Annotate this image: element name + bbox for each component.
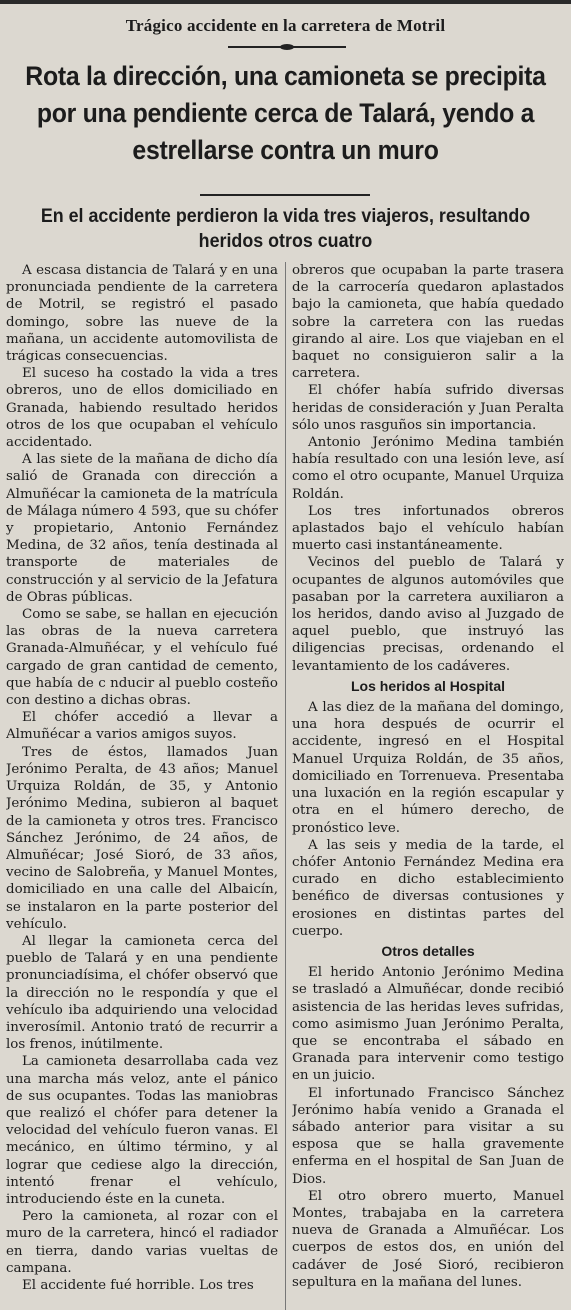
paragraph: El herido Antonio Jerónimo Medina se trasladó a Almuñécar, donde recibió asistencia de las heridas leves sufridas, como asimismo Juan Jerónimo Peralta, que se encontraba el sábado en Granada para intervenir como testigo en un juicio. — [292, 965, 564, 1084]
paragraph: Los tres infortunados obreros aplastados bajo el vehículo habían muerto casi instantáneamente. — [292, 503, 564, 554]
column-divider — [285, 262, 286, 1310]
section-heading: Otros detalles — [381, 942, 475, 959]
ornament-divider — [228, 44, 346, 50]
paragraph: Al llegar la camioneta cerca del pueblo de Talará y en una pendiente pronunciadísima, el chófer observó que la dirección no le respondía y que el vehículo iba adquiriendo una velocidad inverosímil. Antonio trató de recurrir a los frenos, inútilmente. — [6, 933, 278, 1053]
paragraph: Vecinos del pueblo de Talará y ocupantes de algunos automóviles que pasaban por la carretera auxiliaron a los heridos, dando aviso al Juzgado de aquel pueblo, que instruyó las diligencias precisas, ordenando el levantamiento de los cadáveres. — [292, 555, 564, 674]
section-heading: Los heridos al Hospital — [350, 677, 506, 694]
paragraph: El chófer accedió a llevar a Almuñécar a varios amigos suyos. — [6, 710, 278, 743]
paragraph: La camioneta desarrollaba cada vez una marcha más veloz, ante el pánico de sus ocupantes. Todas las maniobras que realizó el chófer para detener la velocidad del vehículo fueron vanas. El mecánico, en último término, y al lograr que cediese algo la dirección, intentó frenar el vehículo, introduciendo éste en la cuneta. — [6, 1054, 278, 1207]
paragraph: El otro obrero muerto, Manuel Montes, trabajaba en la carretera nueva de Granada a Almuñécar. Los cuerpos de estos dos, en unión del cadáver de José Sioró, recibieron sepultura en la mañana del lunes. — [292, 1188, 564, 1290]
subheadline: En el accidente perdieron la vida tres viajeros, resultando heridos otros cuatro — [40, 206, 531, 252]
paragraph: A las diez de la mañana del domingo, una hora después de ocurrir el accidente, ingresó en el Hospital Manuel Urquiza Roldán, de 35 años, domiciliado en Torrenueva. Presentaba una luxación en la región escapular y otra en el húmero derecho, de pronóstico leve. — [292, 700, 564, 836]
paragraph: El suceso ha costado la vida a tres obreros, uno de ellos domiciliado en Granada, habiendo resultado heridos otros de los que ocupaban el vehículo accidentado. — [6, 366, 278, 451]
kicker: Trágico accidente en la carretera de Motril — [125, 16, 446, 35]
paragraph: Pero la camioneta, al rozar con el muro de la carretera, hincó el radiador en tierra, dando varias vueltas de campana. — [6, 1209, 278, 1276]
top-rule — [0, 0, 571, 4]
paragraph: El accidente fué horrible. Los tres — [22, 1277, 254, 1293]
paragraph: El infortunado Francisco Sánchez Jerónimo había venido a Granada el sábado anterior para visitar a su esposa que se halla gravemente enferma en el hospital de San Juan de Dios. — [292, 1085, 564, 1187]
paragraph: obreros que ocupaban la parte trasera de la carrocería quedaron aplastados bajo la camioneta, que había quedado sobre la carretera con las ruedas girando al aire. Los que viajeban en el baquet no consiguieron salir a la carretera. — [292, 263, 564, 382]
headline: Rota la dirección, una camioneta se precipita por una pendiente cerca de Talará, yendo a estrellarse contra un muro — [25, 61, 546, 165]
headline-rule — [200, 194, 370, 196]
paragraph: A escasa distancia de Talará y en una pronunciada pendiente de la carretera de Motril, se registró el pasado domingo, sobre las nueve de la mañana, un accidente automovilista de trágicas consecuencias. — [6, 263, 278, 365]
paragraph: A las seis y media de la tarde, el chófer Antonio Fernández Medina era curado en dicho establecimiento benéfico de diversas contusiones y erosiones en distintas partes del cuerpo. — [292, 837, 564, 939]
paragraph: Tres de éstos, llamados Juan Jerónimo Peralta, de 43 años; Manuel Urquiza Roldán, de 35, y Antonio Jerónimo Medina, subieron al baquet de la camioneta y otros tres. Francisco Sánchez Jerónimo, de 24 años, de Almuñécar; José Sioró, de 33 años, vecino de Salobreña, y Manuel Montes, domiciliado en una calle del Albaicín, se instalaron en la parte posterior del vehículo. — [6, 744, 278, 932]
paragraph: A las siete de la mañana de dicho día salió de Granada con dirección a Almuñécar la camioneta de la matrícula de Málaga número 4 593, que su chófer y propietario, Antonio Fernández Medina, de 32 años, tenía destinada al transporte de materiales de construcción y al servicio de la Jefatura de Obras públicas. — [6, 452, 278, 605]
paragraph: El chófer había sufrido diversas heridas de consideración y Juan Peralta sólo unos rasguños sin importancia. — [292, 383, 564, 433]
paragraph: Antonio Jerónimo Medina también había resultado con una lesión leve, así como el otro ocupante, Manuel Urquiza Roldán. — [292, 435, 564, 502]
left-column — [6, 262, 278, 1310]
right-column — [292, 262, 564, 1310]
paragraph: Como se sabe, se hallan en ejecución las obras de la nueva carretera Granada-Almuñécar, y el vehículo fué cargado de gran cantidad de cemento, que había de c nducir al pueblo costeño con destino a dichas obras. — [6, 607, 278, 709]
